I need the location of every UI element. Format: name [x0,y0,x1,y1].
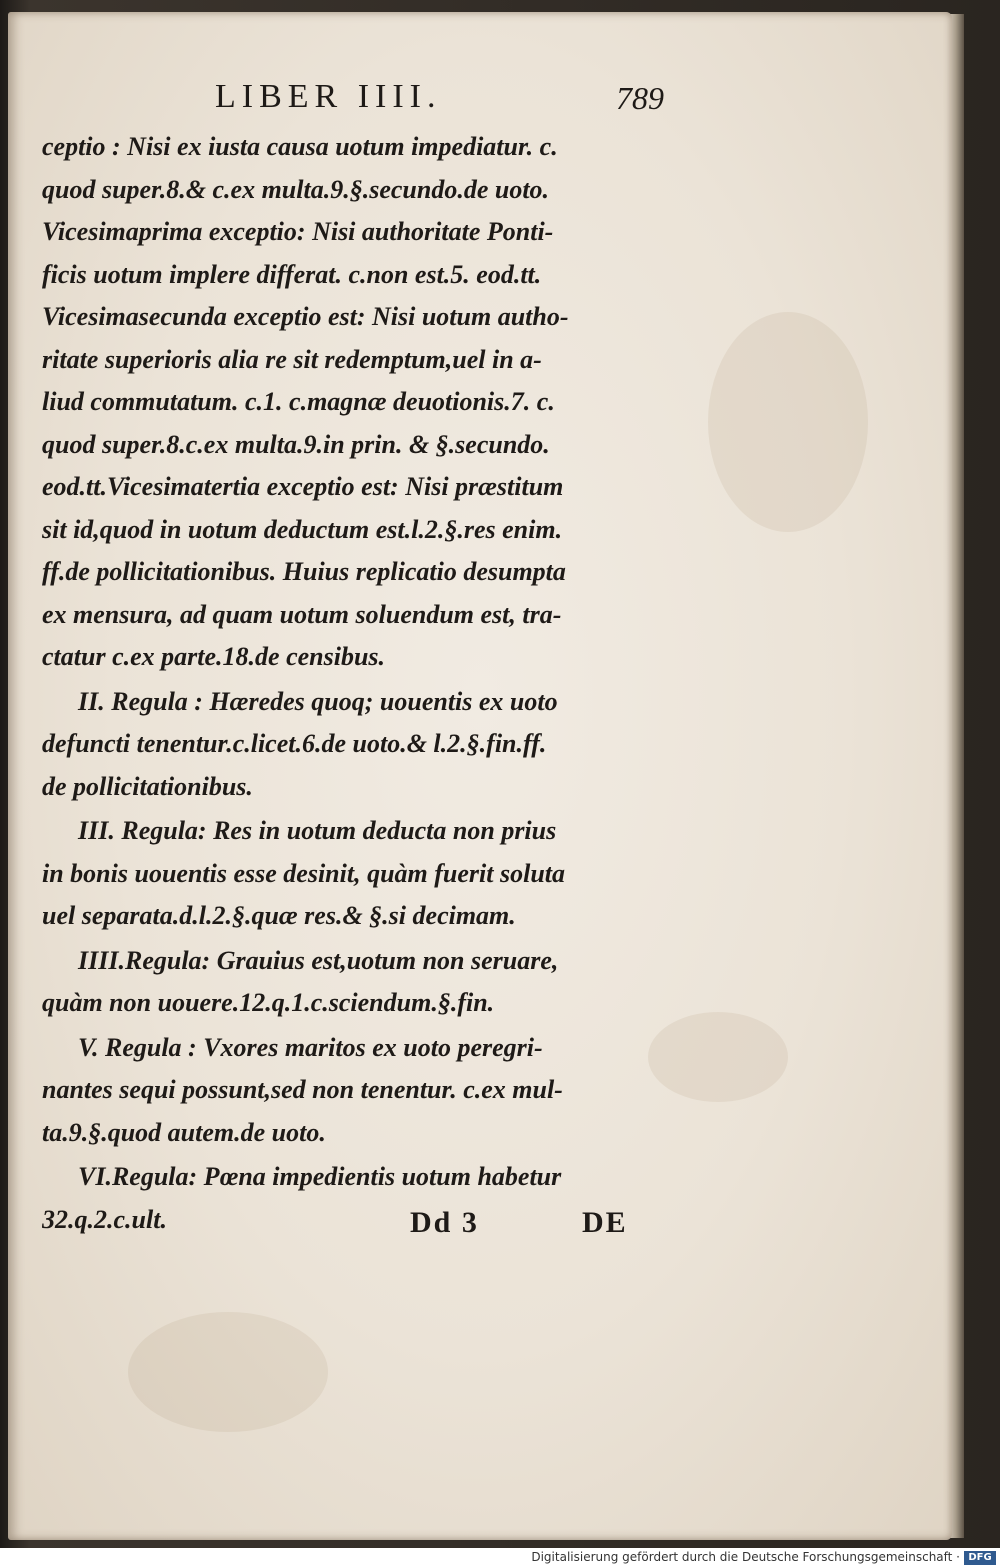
text-line: defuncti tenentur.c.licet.6.de uoto.& l.2.§.fin.ff. [42,729,547,758]
rule-paragraph-start: VI.Regula: Pœna impedientis uotum habetur [78,1162,562,1191]
text-line: quàm non uouere.12.q.1.c.sciendum.§.fin. [42,988,495,1017]
rule-paragraph-start: III. Regula: Res in uotum deducta non prius [78,816,557,845]
text-line: ex mensura, ad quam uotum soluendum est, tra- [42,599,562,629]
text-line: ff.de pollicitationibus. Huius replicatio desumpta [42,557,566,586]
text-line: ta.9.§.quod autem.de uoto. [42,1117,326,1147]
text-line: ceptio : Nisi ex iusta causa uotum impediatur. c. [42,132,558,161]
text-line: ctatur c.ex parte.18.de censibus. [42,642,386,671]
text-line: 32.q.2.c.ult. [42,1204,167,1234]
text-line: quod super.8.c.ex multa.9.in prin. & §.secundo. [42,429,550,459]
text-line: liud commutatum. c.1. c.magnæ deuotionis.7. c. [42,387,555,416]
text-line: sit id,quod in uotum deductum est.l.2.§.res enim. [42,514,563,544]
text-line: de pollicitationibus. [42,771,253,801]
page-edge [950,14,964,1538]
text-line: Vicesimaprima exceptio: Nisi authoritate Ponti- [42,217,554,246]
page-number: 789 [616,80,664,116]
running-head: LIBER IIII. [215,78,442,115]
signature-mark: Dd 3 [410,1206,479,1239]
text-line: quod super.8.& c.ex multa.9.§.secundo.de uoto. [42,174,550,204]
catchword: DE [582,1206,628,1239]
rule-paragraph-start: IIII.Regula: Grauius est,uotum non seruare, [78,945,559,975]
text-line: in bonis uouentis esse desinit, quàm fuerit soluta [42,858,566,888]
rule-paragraph-start: II. Regula : Hæredes quoq; uouentis ex uoto [78,686,558,716]
text-line: uel separata.d.l.2.§.quæ res.& §.si decimam. [42,901,516,930]
rule-paragraph-start: V. Regula : Vxores maritos ex uoto peregri- [78,1032,543,1062]
text-line: nantes sequi possunt,sed non tenentur. c.ex mul- [42,1075,563,1104]
digitization-credit: Digitalisierung gefördert durch die Deutsche Forschungsgemeinschaft · [531,1550,960,1564]
text-line: ritate superioris alia re sit redemptum,uel in a- [42,344,542,374]
dfg-logo: DFG [964,1551,996,1565]
body-text [42,126,674,1241]
text-line: Vicesimasecunda exceptio est: Nisi uotum autho- [42,302,569,331]
text-line: eod.tt.Vicesimatertia exceptio est: Nisi præstitum [42,472,564,501]
text-line: ficis uotum implere differat. c.non est.5. eod.tt. [42,259,542,289]
paper-stain [128,1312,328,1432]
paper-stain [708,312,868,532]
